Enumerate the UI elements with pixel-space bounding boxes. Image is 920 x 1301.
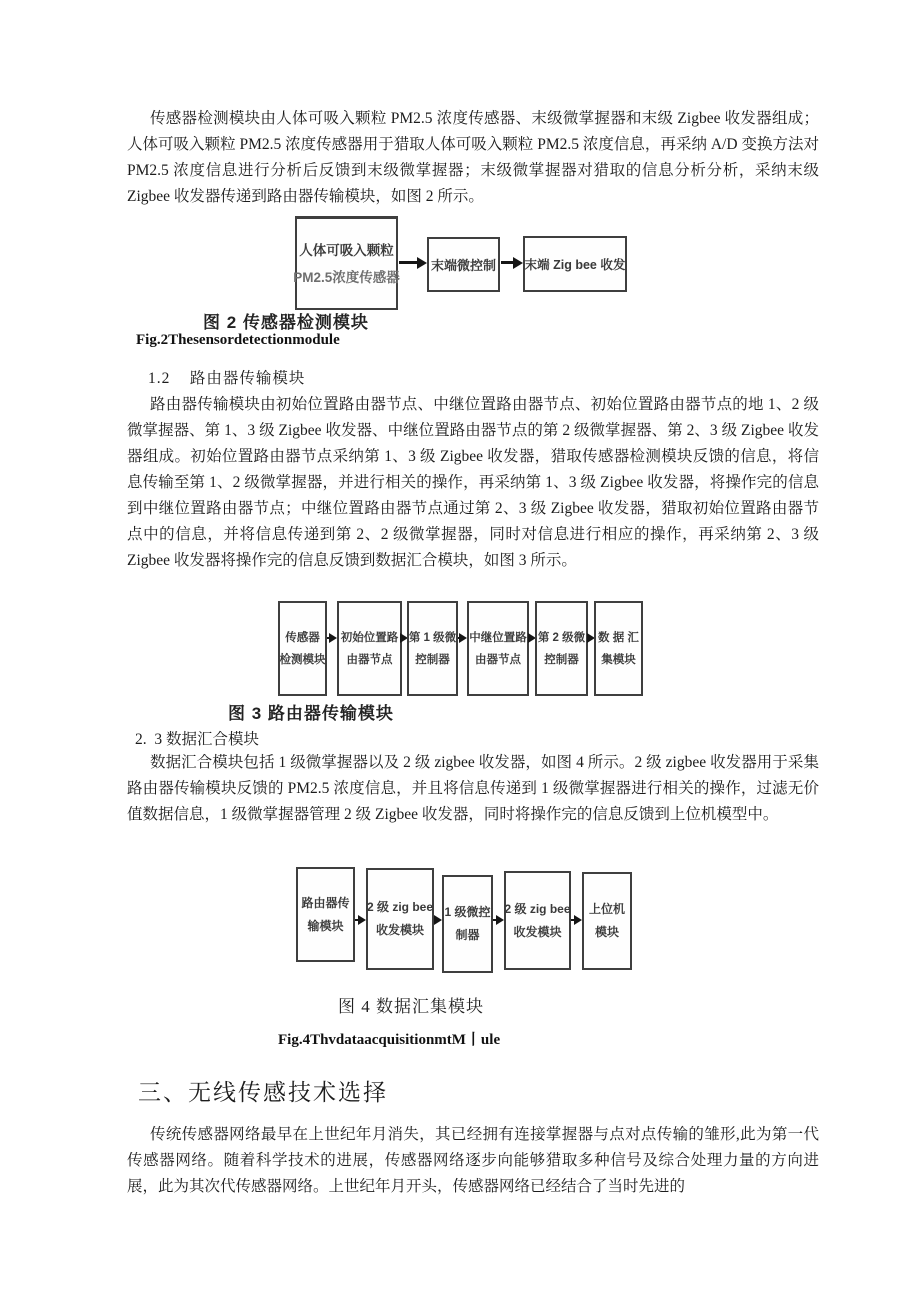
flow-arrow-icon xyxy=(327,631,337,644)
chapter-heading-wireless-sensing: 三、无线传感技术选择 xyxy=(138,1080,388,1105)
flow-box-text: 中继位置路 xyxy=(469,631,527,644)
flow-box-text: 由器节点 xyxy=(346,653,393,666)
flow-box-text: 初始位置路 xyxy=(340,631,399,644)
flow-arrow-icon xyxy=(400,631,407,644)
flow-box-text: 第 2 级微 xyxy=(537,631,586,644)
flow-arrow-icon xyxy=(458,631,467,644)
flow-arrow-icon xyxy=(399,256,427,269)
flow-box-sensor-module xyxy=(278,601,327,696)
figure4-caption-en: Fig.4ThvdataacquisitionmtM丨ule xyxy=(278,1032,501,1048)
flow-box-text: PM2.5浓度传感器 xyxy=(293,269,400,285)
figure2-caption-cn: 图 2 传感器检测模块 xyxy=(203,313,369,332)
flow-box-host-computer-module xyxy=(582,872,632,970)
flow-arrow-icon xyxy=(355,913,366,926)
flow-box-level1-mcu xyxy=(407,601,458,696)
flow-box-router-transfer-module xyxy=(296,867,355,962)
flow-box-terminal-zigbee xyxy=(523,236,627,292)
flow-box-data-collection xyxy=(594,601,643,696)
flow-box-text: 收发模块 xyxy=(513,924,562,939)
flow-box-text: 模块 xyxy=(594,925,619,939)
figure3-caption-cn: 图 3 路由器传输模块 xyxy=(228,704,394,723)
flow-box-terminal-mcu xyxy=(427,237,500,292)
flow-box-level1-mcu xyxy=(442,875,493,973)
flow-box-text: 集模块 xyxy=(601,653,636,666)
flow-box-text: 检测模块 xyxy=(279,653,326,666)
flow-box-text: 第 1 级微 xyxy=(408,631,457,644)
flow-box-text: 末端微控制 xyxy=(430,258,496,273)
flow-box-text: 收发模块 xyxy=(375,923,424,937)
flow-box-text: 由器节点 xyxy=(475,653,521,666)
section-heading-1-2: 1.2 路由器传输模块 xyxy=(148,370,306,387)
flow-arrow-icon xyxy=(493,913,504,926)
paragraph-data-aggregation: 数据汇合模块包括 1 级微掌握器以及 2 级 zigbee 收发器，如图 4 所示。2 级 zigbee 收发器用于采集路由器传输模块反馈的 PM2.5 浓度信息，并且将信息传递到 1 级微掌握器进行相关的操作，过滤无价值数据信息，1 级微掌握器管理 2 级 Zigbee 收发器，同时将操作完的信息反馈到上位机模型中。 xyxy=(127,754,819,823)
flow-arrow-icon xyxy=(434,913,442,926)
flow-box-text: 控制器 xyxy=(415,653,450,666)
flow-box-text: 末端 Zig bee 收发 xyxy=(524,258,626,272)
flow-box-text: 人体可吸入颗粒 xyxy=(299,242,394,258)
section-heading-2-3: 2. 3 数据汇合模块 xyxy=(135,731,260,748)
flow-box-text: 输模块 xyxy=(307,918,344,933)
flow-box-text: 传感器 xyxy=(285,631,320,644)
flow-box-text: 制器 xyxy=(455,928,480,942)
flow-arrow-icon xyxy=(587,631,594,644)
flow-box-text: 2 级 zig bee xyxy=(504,901,571,916)
figure2-caption-en: Fig.2Thesensordetectionmodule xyxy=(136,332,340,348)
paragraph-sensor-network-history: 传统传感器网络最早在上世纪年月消失，其已经拥有连接掌握器与点对点传输的雏形,此为第一代传感器网络。随着科学技术的进展，传感器网络逐步向能够猎取多种信号及综合处理力量的方向进展，此为其次代传感器网络。上世纪年月开头，传感器网络已经结合了当时先进的 xyxy=(127,1126,819,1195)
figure4-caption-cn: 图 4 数据汇集模块 xyxy=(338,997,484,1016)
flow-box-level2-zigbee-module xyxy=(366,868,434,970)
flow-box-text: 1 级微控 xyxy=(444,905,491,919)
flow-box-text: 上位机 xyxy=(588,902,625,916)
flow-box-text: 数 据 汇 xyxy=(598,631,639,644)
flow-box-pm25-sensor xyxy=(295,216,398,310)
flow-box-text: 2 级 zig bee xyxy=(366,900,434,914)
flow-box-relay-router-node xyxy=(467,601,529,696)
paragraph-sensor-detection: 传感器检测模块由人体可吸入颗粒 PM2.5 浓度传感器、末级微掌握器和末级 Zigbee 收发器组成；人体可吸入颗粒 PM2.5 浓度传感器用于猎取人体可吸入颗粒 PM2.5 浓度信息，再采纳 A/D 变换方法对 PM2.5 浓度信息进行分析后反馈到末级微掌握器；末级微掌握器对猎取的信息分析分析，采纳末级 Zigbee 收发器传递到路由器传输模块，如图 2 所示。 xyxy=(127,110,819,205)
flow-box-level2-mcu xyxy=(535,601,588,696)
flow-box-text: 控制器 xyxy=(544,653,579,666)
flow-arrow-icon xyxy=(571,913,582,926)
flow-arrow-icon xyxy=(528,631,535,644)
flow-arrow-icon xyxy=(501,256,523,269)
flow-box-level2-zigbee-module xyxy=(504,871,571,970)
paragraph-router-module: 路由器传输模块由初始位置路由器节点、中继位置路由器节点、初始位置路由器节点的地 1、2 级微掌握器、第 1、3 级 Zigbee 收发器、中继位置路由器节点的第 2 级微掌握器、第 2、3 级 Zigbee 收发器组成。初始位置路由器节点采纳第 1、3 级 Zigbee 收发器，猎取传感器检测模块反馈的信息，将信息传输至第 1、2 级微掌握器，并进行相关的操作，再采纳第 1、3 级 Zigbee 收发器，将操作完的信息到中继位置路由器节点；中继位置路由器节点通过第 2、3 级 Zigbee 收发器，猎取初始位置路由器节点中的信息，并将信息传递到第 2、2 级微掌握器，同时对信息进行相应的操作，再采纳第 2、3 级 Zigbee 收发器将操作完的信息反馈到数据汇合模块，如图 3 所示。 xyxy=(127,396,819,569)
flow-box-initial-router-node xyxy=(337,601,402,696)
flow-box-text: 路由器传 xyxy=(301,895,350,910)
